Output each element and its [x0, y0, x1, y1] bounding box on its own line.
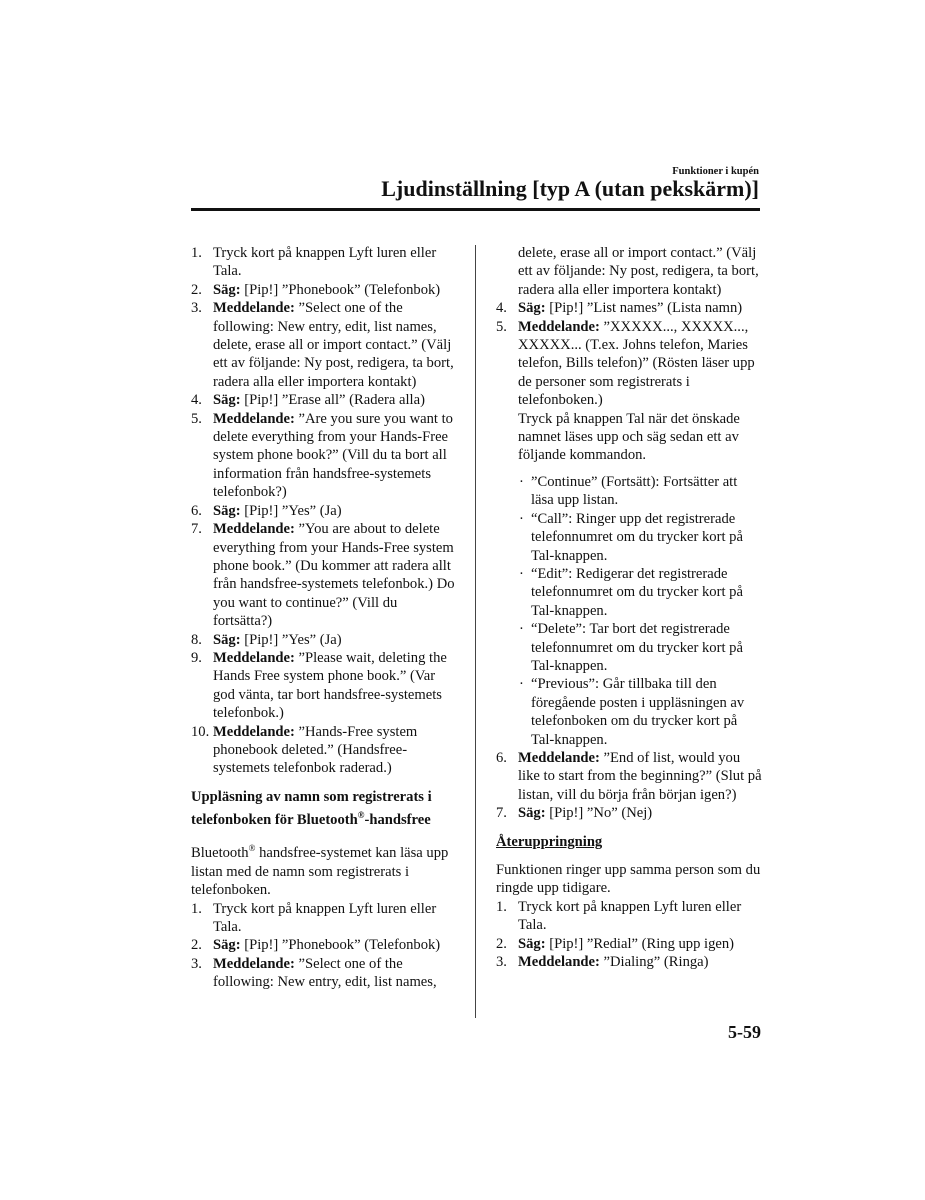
- step-label: Meddelande:: [518, 954, 600, 971]
- chapter-title: Ljudinställning [typ A (utan pekskärm)]: [381, 176, 759, 201]
- left-column: [191, 244, 457, 992]
- step-text: ”You are about to delete everything from your Hands-Free system phone book.” (Du kommer att radera allt från handsfree-systemets telefonbok.) Do you want to continue?” (Vill du fortsätta?): [213, 521, 455, 630]
- step-number: 10.: [191, 723, 210, 740]
- command-text: “Previous”: Går tillbaka till den föregående posten i uppläsningen av telefonboken om du trycker kort på Tal-knappen.: [531, 676, 745, 748]
- step-label: Säg:: [213, 502, 241, 519]
- redial-intro: Funktionen ringer upp samma person som du ringde upp tidigare.: [496, 862, 761, 897]
- redial-subheading: Återuppringning: [496, 833, 603, 850]
- step-text: ”XXXXX..., XXXXX..., XXXXX... (T.ex. Johns telefon, Maries telefon, Bills telefon)” (Rösten läser upp de personer som registrerats i telefonboken.): [518, 318, 755, 409]
- step-number: 2.: [496, 935, 507, 952]
- step-item: [191, 723, 457, 778]
- bullet-icon: ·: [519, 676, 524, 693]
- bullet-icon: ·: [519, 621, 524, 638]
- step-text: [Pip!] ”Erase all” (Radera alla): [240, 392, 425, 409]
- step-label: Säg:: [213, 281, 241, 298]
- step-label: Meddelande:: [518, 749, 600, 766]
- erase-all-steps: [191, 244, 457, 778]
- step-number: 7.: [191, 521, 202, 538]
- step-number: 8.: [191, 631, 202, 648]
- command-item: [518, 510, 762, 565]
- bullet-icon: ·: [519, 510, 524, 527]
- redial-steps: [496, 898, 762, 972]
- step-number: 4.: [496, 300, 507, 317]
- step-item: [496, 318, 762, 410]
- step-text: ”Are you sure you want to delete everything from your Hands-Free system phone book?” (Vill du ta bort all information från handsfree-systemets telefonbok?): [213, 410, 453, 501]
- step-number: 2.: [191, 281, 202, 298]
- step-label: Meddelande:: [518, 318, 600, 335]
- step-item: [496, 935, 762, 953]
- step-label: Säg:: [213, 631, 241, 648]
- step-item: [191, 520, 457, 630]
- step-item: [191, 281, 457, 299]
- step-number: 5.: [191, 410, 202, 427]
- step-number: 5.: [496, 318, 507, 335]
- step-number: 3.: [191, 300, 202, 317]
- step-text: [Pip!] ”Phonebook” (Telefonbok): [240, 937, 441, 954]
- step-continuation: delete, erase all or import contact.” (Välj ett av följande: Ny post, redigera, ta bort, radera alla eller importera kontakt): [518, 245, 759, 298]
- command-text: “Delete”: Tar bort det registrerade telefonnumret om du trycker kort på Tal-knappen.: [531, 621, 743, 674]
- step-label: Meddelande:: [213, 521, 295, 538]
- step-label: Meddelande:: [213, 410, 295, 427]
- step-label: Säg:: [518, 805, 546, 822]
- step5-note: Tryck på knappen Tal när det önskade namnet läses upp och säg sedan ett av följande kommandon.: [518, 410, 740, 464]
- command-text: “Edit”: Redigerar det registrerade telefonnumret om du trycker kort på Tal-knappen.: [531, 565, 743, 619]
- step-item: [496, 953, 762, 971]
- command-text: “Call”: Ringer upp det registrerade telefonnumret om du trycker kort på Tal-knappen.: [531, 510, 743, 564]
- step-item: [191, 631, 457, 649]
- step-number: 3.: [496, 954, 507, 971]
- step-number: 6.: [496, 749, 507, 766]
- step-label: Säg:: [213, 937, 241, 954]
- step-item: [191, 244, 457, 281]
- step-text: ”Dialing” (Ringa): [599, 954, 709, 971]
- command-item: [518, 565, 762, 620]
- end-of-list-steps: [496, 749, 762, 823]
- step-text: [Pip!] ”Yes” (Ja): [240, 502, 342, 519]
- command-item: [518, 675, 762, 749]
- step-label: Meddelande:: [213, 955, 295, 972]
- step-number: 1.: [496, 898, 507, 915]
- step-item: [496, 749, 762, 804]
- step-item: [191, 410, 457, 502]
- read-names-steps: [191, 900, 457, 992]
- step-number: 9.: [191, 649, 202, 666]
- step-text: Tryck kort på knappen Lyft luren eller Tala.: [518, 898, 742, 934]
- command-item: [518, 473, 762, 510]
- step-item: [191, 649, 457, 723]
- command-item: [518, 620, 762, 675]
- step-text: ”Hands-Free system phonebook deleted.” (Handsfree-systemets telefonbok raderad.): [213, 723, 418, 777]
- command-list: [518, 473, 762, 749]
- read-names-subheading: Uppläsning av namn som registrerats i telefonboken för Bluetooth®-handsfree: [191, 788, 432, 829]
- step-text: [Pip!] ”Phonebook” (Telefonbok): [240, 281, 441, 298]
- read-names-intro: Bluetooth® handsfree-systemet kan läsa upp listan med de namn som registrerats i telefonboken.: [191, 843, 449, 899]
- column-divider: [475, 245, 476, 1018]
- page-number: 5-59: [728, 1022, 761, 1042]
- step-text: ”Select one of the following: New entry, edit, list names, delete, erase all or import contact.” (Välj ett av följande: Ny post, redigera, ta bort, radera alla eller importera kontakt): [213, 300, 454, 390]
- step-item: [191, 391, 457, 409]
- step-item: [191, 900, 457, 937]
- header-rule: [191, 208, 760, 211]
- step-text: [Pip!] ”No” (Nej): [545, 805, 653, 822]
- step-text: ”Please wait, deleting the Hands Free system phone book.” (Var god vänta, tar bort handsfree-systemets telefonbok.): [213, 649, 447, 722]
- step-label: Meddelande:: [213, 723, 295, 740]
- right-column: [496, 244, 762, 971]
- step-number: 2.: [191, 937, 202, 954]
- step-number: 1.: [191, 245, 202, 261]
- bullet-icon: ·: [519, 473, 524, 490]
- step-item: [191, 502, 457, 520]
- step-number: 4.: [191, 392, 202, 409]
- section-label: Funktioner i kupén: [672, 166, 759, 177]
- list-names-steps: [496, 299, 762, 409]
- step-text: ”End of list, would you like to start from the beginning?” (Slut på listan, vill du börja från början igen?): [518, 749, 762, 803]
- bullet-icon: ·: [519, 565, 524, 582]
- step-label: Säg:: [518, 300, 546, 317]
- step-item: [496, 898, 762, 935]
- step-text: Tryck kort på knappen Lyft luren eller Tala.: [213, 900, 437, 935]
- step-item: [496, 299, 762, 317]
- step-label: Säg:: [213, 392, 241, 409]
- step-text: [Pip!] ”Redial” (Ring upp igen): [545, 935, 735, 952]
- command-text: ”Continue” (Fortsätt): Fortsätter att läsa upp listan.: [531, 473, 738, 509]
- step-label: Meddelande:: [213, 300, 295, 317]
- step-item: [191, 955, 457, 992]
- step-label: Säg:: [518, 935, 546, 952]
- step-item: [496, 804, 762, 822]
- step-text: [Pip!] ”List names” (Lista namn): [545, 300, 743, 317]
- step-number: 7.: [496, 805, 507, 822]
- step-text: ”Select one of the following: New entry, edit, list names,: [213, 955, 437, 991]
- step-label: Meddelande:: [213, 649, 295, 666]
- step-text: Tryck kort på knappen Lyft luren eller Tala.: [213, 245, 437, 280]
- step-number: 3.: [191, 955, 202, 972]
- step-item: [191, 299, 457, 391]
- step-text: [Pip!] ”Yes” (Ja): [240, 631, 342, 648]
- step-item: [191, 936, 457, 954]
- step-number: 6.: [191, 502, 202, 519]
- step-number: 1.: [191, 900, 202, 917]
